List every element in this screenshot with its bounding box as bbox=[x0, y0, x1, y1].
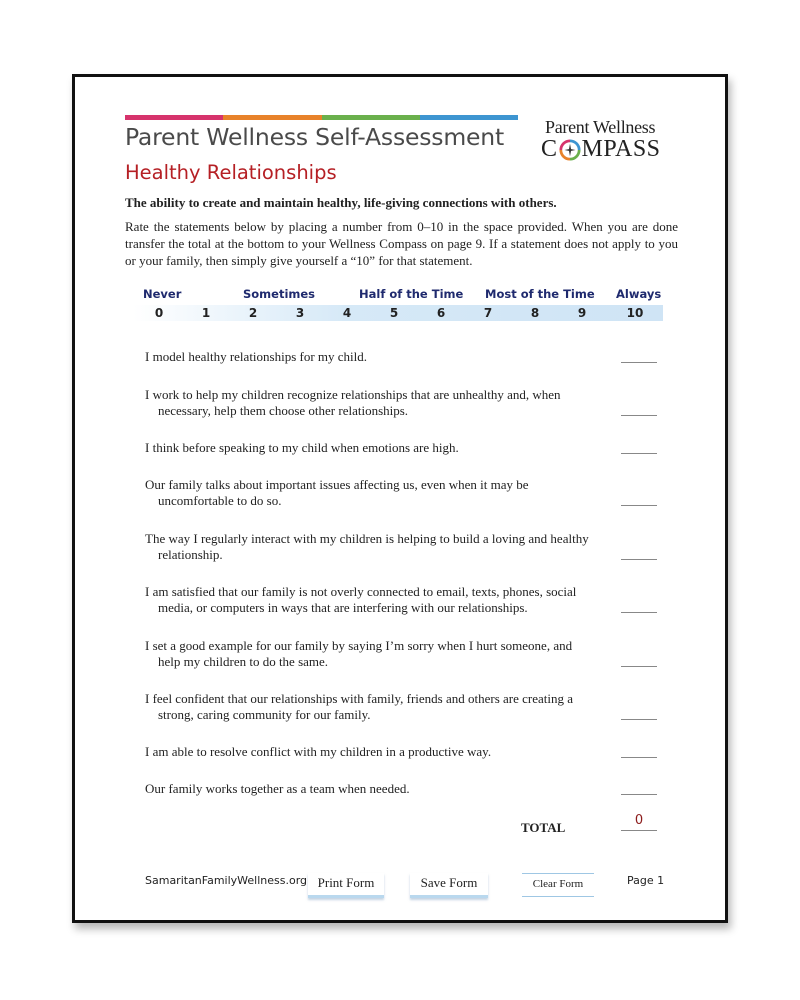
question-text: Our family works together as a team when needed. bbox=[145, 781, 410, 796]
question-text: The way I regularly interact with my children is helping to build a loving and healthy bbox=[145, 531, 589, 546]
logo-line-1: Parent Wellness bbox=[545, 117, 656, 137]
page-title: Parent Wellness Self-Assessment bbox=[125, 123, 505, 151]
compass-icon bbox=[559, 139, 581, 161]
tagline: The ability to create and maintain healthy, life-giving connections with others. bbox=[125, 195, 557, 210]
question-2 bbox=[145, 387, 615, 419]
answer-field-8[interactable] bbox=[621, 705, 657, 720]
answer-field-10[interactable] bbox=[621, 780, 657, 795]
scale-label-always: Always bbox=[616, 287, 662, 301]
scale-number: 4 bbox=[342, 306, 352, 320]
page-number: Page 1 bbox=[627, 874, 665, 887]
scale-labels bbox=[133, 287, 663, 303]
scale-label-never: Never bbox=[143, 287, 182, 301]
scale-numbers bbox=[133, 305, 663, 321]
question-8 bbox=[145, 691, 615, 723]
question-text: I am satisfied that our family is not overly connected to email, texts, phones, social bbox=[145, 584, 577, 599]
question-text: I model healthy relationships for my child. bbox=[145, 349, 368, 364]
color-segment-green bbox=[322, 115, 420, 120]
question-text-cont: strong, caring community for our family. bbox=[158, 707, 371, 722]
total-label: TOTAL bbox=[521, 820, 566, 835]
color-segment-pink bbox=[125, 115, 223, 120]
print-form-button[interactable]: Print Form bbox=[308, 873, 384, 898]
scale-number: 0 bbox=[154, 306, 164, 320]
question-5 bbox=[145, 531, 615, 563]
rating-scale bbox=[133, 287, 663, 321]
clear-form-button[interactable]: Clear Form bbox=[522, 873, 594, 897]
color-bar bbox=[125, 115, 518, 120]
question-7 bbox=[145, 638, 615, 670]
total-value: 0 bbox=[621, 813, 657, 831]
answer-field-6[interactable] bbox=[621, 598, 657, 613]
logo-line-2 bbox=[541, 136, 661, 163]
question-text: I work to help my children recognize relationships that are unhealthy and, when bbox=[145, 387, 561, 402]
logo-letter-c: C bbox=[541, 136, 558, 162]
logo-letters-mpass: MPASS bbox=[581, 136, 661, 162]
question-text: I am able to resolve conflict with my children in a productive way. bbox=[145, 744, 492, 759]
footer-website: SamaritanFamilyWellness.org bbox=[145, 874, 308, 887]
scale-label-most: Most of the Time bbox=[485, 287, 595, 301]
scale-number: 5 bbox=[389, 306, 399, 320]
answer-field-2[interactable] bbox=[621, 401, 657, 416]
instructions: Rate the statements below by placing a number from 0–10 in the space provided. When you are done transfer the total at the bottom to your Wellness Compass on page 9. If a statement does not apply to you or your family, then simply give yourself a “10” for that statement. bbox=[125, 219, 678, 268]
question-text: I feel confident that our relationships with family, friends and others are creating a bbox=[145, 691, 574, 706]
answer-field-4[interactable] bbox=[621, 491, 657, 506]
answer-field-9[interactable] bbox=[621, 743, 657, 758]
scale-label-sometimes: Sometimes bbox=[243, 287, 316, 301]
question-3 bbox=[145, 440, 615, 456]
question-text: I set a good example for our family by saying I’m sorry when I hurt someone, and bbox=[145, 638, 573, 653]
scale-number: 9 bbox=[577, 306, 587, 320]
section-subtitle: Healthy Relationships bbox=[125, 161, 337, 184]
question-6 bbox=[145, 584, 615, 616]
question-text-cont: media, or computers in ways that are interfering with our relationships. bbox=[158, 600, 528, 615]
scale-number: 10 bbox=[626, 306, 644, 320]
scale-number: 6 bbox=[436, 306, 446, 320]
question-1 bbox=[145, 349, 615, 365]
scale-number: 3 bbox=[295, 306, 305, 320]
question-10 bbox=[145, 781, 615, 797]
question-4 bbox=[145, 477, 615, 509]
question-text: Our family talks about important issues affecting us, even when it may be bbox=[145, 477, 529, 492]
answer-field-7[interactable] bbox=[621, 652, 657, 667]
question-text-cont: relationship. bbox=[158, 547, 223, 562]
question-text-cont: necessary, help them choose other relationships. bbox=[158, 403, 409, 418]
scale-number: 1 bbox=[201, 306, 211, 320]
scale-label-half: Half of the Time bbox=[359, 287, 464, 301]
color-segment-blue bbox=[420, 115, 518, 120]
answer-field-3[interactable] bbox=[621, 439, 657, 454]
assessment-page bbox=[72, 74, 728, 923]
parent-wellness-compass-logo bbox=[541, 117, 681, 167]
scale-number: 2 bbox=[248, 306, 258, 320]
question-text-cont: uncomfortable to do so. bbox=[158, 493, 282, 508]
scale-number: 7 bbox=[483, 306, 493, 320]
question-text: I think before speaking to my child when emotions are high. bbox=[145, 440, 459, 455]
answer-field-1[interactable] bbox=[621, 348, 657, 363]
color-segment-orange bbox=[223, 115, 321, 120]
scale-number: 8 bbox=[530, 306, 540, 320]
question-9 bbox=[145, 744, 615, 760]
question-text-cont: help my children to do the same. bbox=[158, 654, 329, 669]
answer-field-5[interactable] bbox=[621, 545, 657, 560]
save-form-button[interactable]: Save Form bbox=[410, 873, 488, 898]
